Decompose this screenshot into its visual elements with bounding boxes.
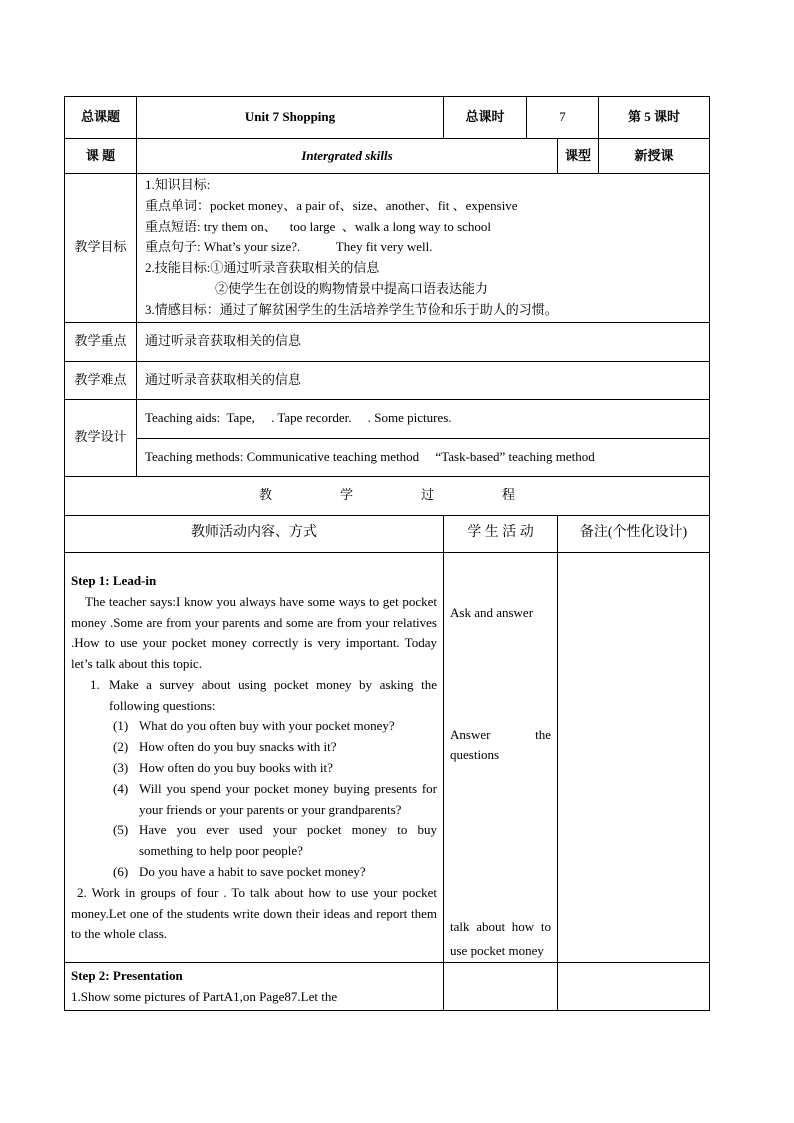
question-item: [113, 716, 437, 737]
question-text: What do you often buy with your pocket money?: [139, 718, 395, 734]
student-activity-item: Answer the questions: [450, 726, 552, 763]
process-header-row: [65, 515, 710, 552]
step1-task2: 2. Work in groups of four . To talk about how to use your pocket money.Let one of the students write down their ideas and report them to the whole class.: [71, 884, 437, 942]
notes-column-header: 备注(个性化设计): [558, 515, 710, 552]
step2-notes: [558, 962, 710, 1010]
step1-intro: The teacher says:I know you always have some ways to get pocket money .Some are from your parents and some are from your relatives .How to use your pocket money correctly is very important. Today let’s talk about this topic.: [71, 593, 437, 672]
objective-line: 重点单词：pocket money、a pair of、size、another、fit 、expensive: [145, 197, 518, 213]
key-points-value: 通过听录音获取相关的信息: [137, 322, 710, 361]
header-row: [65, 97, 710, 139]
hours-label: 总课时: [444, 97, 527, 139]
student-activity-item: talk about how to use pocket money: [450, 918, 552, 958]
type-label: 课型: [558, 139, 599, 174]
question-number: (2): [113, 739, 129, 755]
objectives-label: 教学目标: [65, 174, 137, 323]
objective-line: 重点句子: What’s your size?. They fit very well.: [145, 239, 433, 255]
teaching-aids: Teaching aids: Tape, . Tape recorder. . Some pictures.: [137, 399, 710, 438]
step1-student-activity: [444, 552, 558, 962]
process-title-char: 学: [339, 487, 353, 503]
process-title-char: 程: [502, 487, 516, 503]
key-points-row: [65, 322, 710, 361]
objective-line: 2.技能目标:①通过听录音获取相关的信息: [145, 260, 380, 276]
question-item: [113, 758, 437, 779]
objectives-row: [65, 174, 710, 323]
difficulties-label: 教学难点: [65, 361, 137, 399]
lesson-row: [65, 139, 710, 174]
question-list: [109, 716, 437, 882]
step2-heading: Step 2: Presentation: [71, 968, 183, 984]
question-item: [113, 862, 437, 883]
objective-line: ②使学生在创设的购物情景中提高口语表达能力: [215, 280, 489, 296]
survey-list: [71, 675, 437, 883]
question-item: [113, 737, 437, 758]
process-title-char: 过: [421, 487, 435, 503]
type-value: 新授课: [599, 139, 710, 174]
objective-line: 重点短语: try them on、 too large 、walk a long way to school: [145, 218, 492, 234]
process-title-row: [65, 476, 710, 515]
step2-student-activity: [444, 962, 558, 1010]
topic-label: 总课题: [65, 97, 137, 139]
topic-value: Unit 7 Shopping: [137, 97, 444, 139]
step2-teacher-activity: [65, 962, 444, 1010]
lesson-label: 课 题: [65, 139, 137, 174]
question-text: Will you spend your pocket money buying presents for your friends or your parents or your grandparents?: [139, 780, 437, 817]
difficulties-value: 通过听录音获取相关的信息: [137, 361, 710, 399]
question-text: How often do you buy snacks with it?: [139, 739, 337, 755]
survey-item-text: Make a survey about using pocket money by asking the following questions:: [109, 676, 437, 713]
step1-heading: Step 1: Lead-in: [71, 572, 157, 588]
teacher-column-header: 教师活动内容、方式: [65, 515, 444, 552]
question-text: Have you ever used your pocket money to buy something to help poor people?: [139, 822, 437, 859]
question-number: (5): [113, 822, 129, 838]
question-number: (6): [113, 864, 129, 880]
question-text: How often do you buy books with it?: [139, 760, 333, 776]
question-item: [113, 779, 437, 821]
question-item: [113, 820, 437, 862]
design-label: 教学设计: [65, 399, 137, 476]
lesson-value: Intergrated skills: [137, 139, 558, 174]
question-text: Do you have a habit to save pocket money?: [139, 864, 366, 880]
step2-row: [65, 962, 710, 1010]
step1-row: [65, 552, 710, 962]
step2-line: 1.Show some pictures of PartA1,on Page87.Let the: [71, 989, 338, 1005]
hours-value: 7: [527, 97, 599, 139]
student-column-header: 学 生 活 动: [444, 515, 558, 552]
process-title: [65, 476, 710, 515]
objective-line: 1.知识目标:: [145, 177, 211, 192]
step1-teacher-activity: [65, 552, 444, 962]
design-methods-row: [65, 438, 710, 476]
process-title-char: 教: [258, 487, 272, 503]
student-activity-item: Ask and answer: [450, 604, 534, 620]
question-number: (1): [113, 718, 129, 734]
lesson-plan-page: [64, 96, 709, 1011]
step1-notes: [558, 552, 710, 962]
objectives-content: [137, 174, 710, 323]
survey-item: [103, 675, 437, 883]
period-value: 第 5 课时: [599, 97, 710, 139]
teaching-methods: Teaching methods: Communicative teaching method “Task-based” teaching method: [137, 438, 710, 476]
key-points-label: 教学重点: [65, 322, 137, 361]
difficulties-row: [65, 361, 710, 399]
objective-line: 3.情感目标：通过了解贫困学生的生活培养学生节俭和乐于助人的习惯。: [145, 301, 558, 317]
design-aids-row: [65, 399, 710, 438]
lesson-plan-table: [64, 96, 710, 1011]
question-number: (4): [113, 780, 129, 796]
question-number: (3): [113, 760, 129, 776]
